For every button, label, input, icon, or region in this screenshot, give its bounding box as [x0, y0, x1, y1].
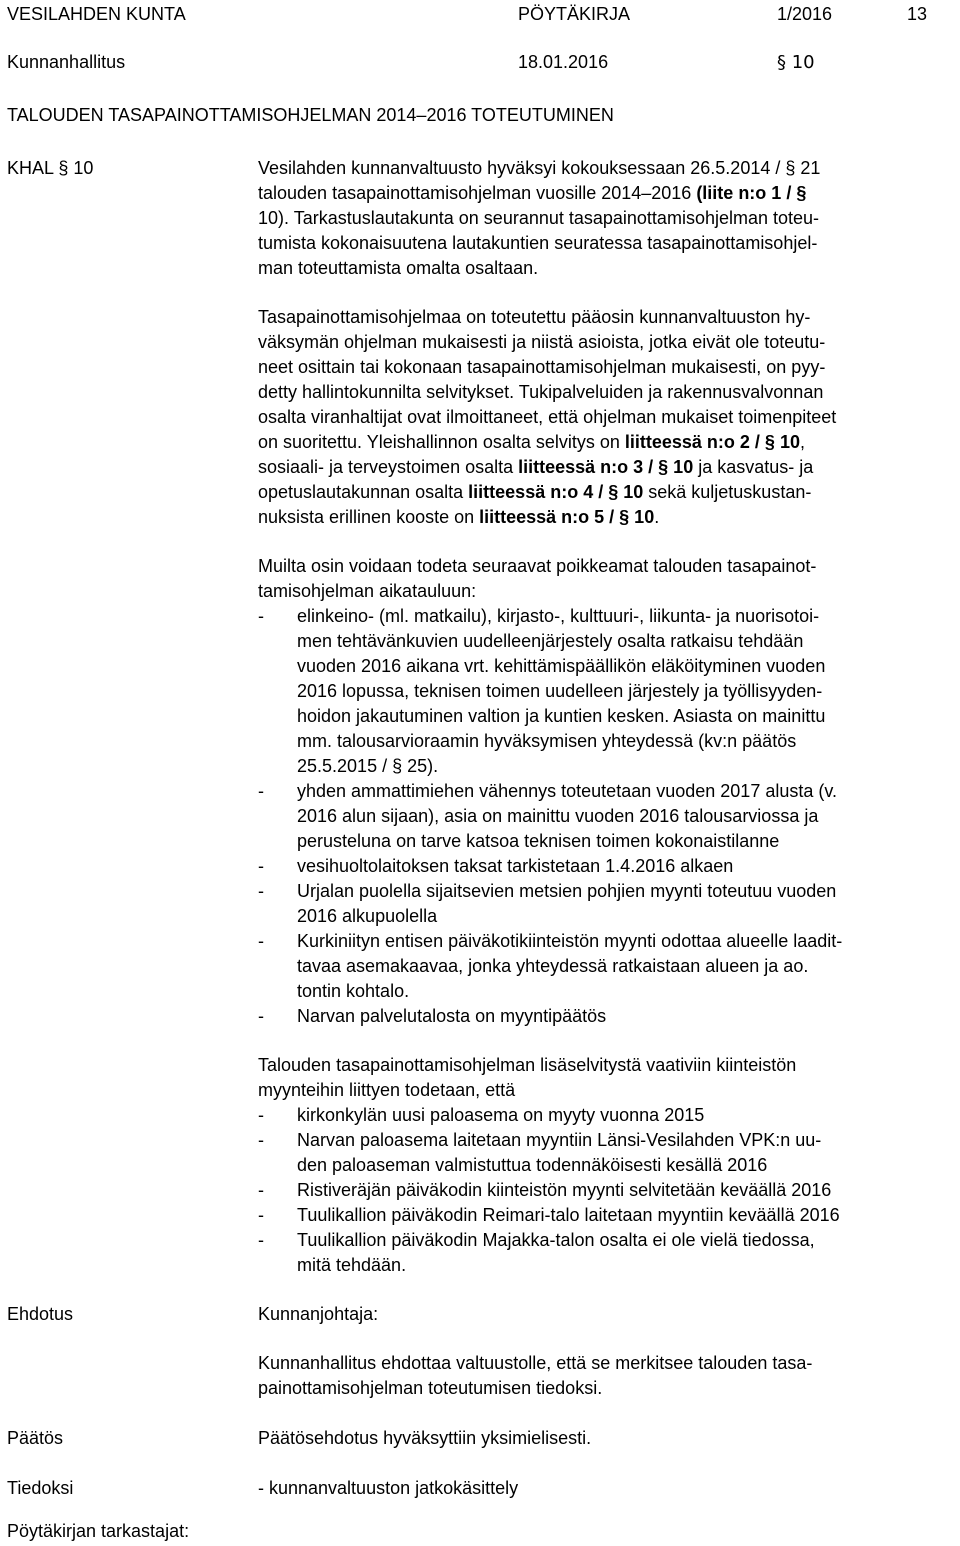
- bullet-dash: -: [258, 781, 264, 801]
- text-line: 25.5.2015 / § 25).: [297, 756, 439, 776]
- text-line: sosiaali- ja terveystoimen osalta liitteessä n:o 3 / § 10 ja kasvatus- ja: [258, 457, 814, 477]
- text-line: hoidon jakautuminen valtion ja kuntien kesken. Asiasta on mainittu: [297, 706, 826, 726]
- text-line: Kunnanhallitus ehdottaa valtuustolle, että se merkitsee talouden tasa-: [258, 1353, 813, 1373]
- text-line: vuoden 2016 aikana vrt. kehittämispäällikön eläköityminen vuoden: [297, 656, 826, 676]
- text-line: perusteluna on tarve katsoa teknisen toimen kokonaistilanne: [297, 831, 780, 851]
- text-line: yhden ammattimiehen vähennys toteutetaan vuoden 2017 alusta (v.: [297, 781, 838, 801]
- text-line: tavaa asemakaavaa, jonka yhteydessä ratkaistaan alueen ja ao.: [297, 956, 809, 976]
- text-line: Muilta osin voidaan todeta seuraavat poikkeamat talouden tasapainot-: [258, 556, 817, 576]
- distribution-label: Tiedoksi: [7, 1478, 74, 1498]
- text-line: mitä tehdään.: [297, 1255, 407, 1275]
- text-line: elinkeino- (ml. matkailu), kirjasto-, kulttuuri-, liikunta- ja nuorisotoi-: [297, 606, 820, 626]
- text-line: talouden tasapainottamisohjelman vuosille 2014–2016 (liite n:o 1 / §: [258, 183, 807, 203]
- text-line: Urjalan puolella sijaitsevien metsien pohjien myynti toteutuu vuoden: [297, 881, 837, 901]
- bullet-dash: -: [258, 1180, 264, 1200]
- text-line: man toteuttamista omalta osaltaan.: [258, 258, 539, 278]
- text-line: Tuulikallion päiväkodin Reimari-talo laitetaan myyntiin keväällä 2016: [297, 1205, 840, 1225]
- text-line: myynteihin liittyen todetaan, että: [258, 1080, 516, 1100]
- bullet-dash: -: [258, 881, 264, 901]
- org-name: VESILAHDEN KUNTA: [7, 4, 186, 24]
- text-line: neet osittain tai kokonaan tasapainottamisohjelman mukaisesti, on pyy-: [258, 357, 826, 377]
- text-line: 2016 alun sijaan), asia on mainittu vuoden 2016 talousarviossa ja: [297, 806, 819, 826]
- bullet-dash: -: [258, 606, 264, 626]
- text-line: kirkonkylän uusi paloasema on myyty vuonna 2015: [297, 1105, 705, 1125]
- text-line: Narvan paloasema laitetaan myyntiin Länsi-Vesilahden VPK:n uu-: [297, 1130, 822, 1150]
- text-line: 10). Tarkastuslautakunta on seurannut tasapainottamisohjelman toteu-: [258, 208, 820, 228]
- text-line: Narvan palvelutalosta on myyntipäätös: [297, 1006, 607, 1026]
- text-line: väksymän ohjelman mukaisesti ja niistä asioista, jotka eivät ole toteutu-: [258, 332, 826, 352]
- text-line: 2016 lopussa, teknisen toimen uudelleen järjestely ja työllisyyden-: [297, 681, 823, 701]
- decision-text: Päätösehdotus hyväksyttiin yksimielisesti.: [258, 1428, 592, 1448]
- doc-number: 1/2016: [777, 4, 833, 24]
- bullet-dash: -: [258, 856, 264, 876]
- text-line: tontin kohtalo.: [297, 981, 410, 1001]
- text-line: Talouden tasapainottamisohjelman lisäselvitystä vaativiin kiinteistön: [258, 1055, 797, 1075]
- text-line: on suoritettu. Yleishallinnon osalta selvitys on liitteessä n:o 2 / § 10,: [258, 432, 805, 452]
- text-line: Tuulikallion päiväkodin Majakka-talon osalta ei ole vielä tiedossa,: [297, 1230, 815, 1250]
- text-line: mm. talousarvioraamin hyväksymisen yhteydessä (kv:n päätös: [297, 731, 797, 751]
- page-title: TALOUDEN TASAPAINOTTAMISOHJELMAN 2014–2016 TOTEUTUMINEN: [7, 105, 614, 125]
- khal-label: KHAL § 10: [7, 158, 94, 178]
- text-line: tamisohjelman aikatauluun:: [258, 581, 477, 601]
- text-line: Vesilahden kunnanvaltuusto hyväksyi kokouksessaan 26.5.2014 / § 21: [258, 158, 821, 178]
- text-line: opetuslautakunnan osalta liitteessä n:o 4 / § 10 sekä kuljetuskustan-: [258, 482, 812, 502]
- text-line: tumista kokonaisuutena lautakuntien seuratessa tasapainottamisohjel-: [258, 233, 818, 253]
- section-number: § 10: [777, 52, 815, 73]
- text-line: osalta viranhaltijat ovat ilmoittaneet, että ohjelman mukaiset toimenpiteet: [258, 407, 837, 427]
- bullet-dash: -: [258, 1130, 264, 1150]
- text-line: men tehtävänkuvien uudelleenjärjestely osalta ratkaisu tehdään: [297, 631, 804, 651]
- text-line: 2016 alkupuolella: [297, 906, 438, 926]
- decision-label: Päätös: [7, 1428, 64, 1448]
- text-line: Tasapainottamisohjelmaa on toteutettu pääosin kunnanvaltuuston hy-: [258, 307, 811, 327]
- proposal-label: Ehdotus: [7, 1304, 74, 1324]
- text-line: vesihuoltolaitoksen taksat tarkistetaan 1.4.2016 alkaen: [297, 856, 734, 876]
- bullet-dash: -: [258, 1006, 264, 1026]
- text-line: nuksista erillinen kooste on liitteessä n:o 5 / § 10.: [258, 507, 660, 527]
- doc-type: PÖYTÄKIRJA: [518, 4, 631, 24]
- bullet-dash: -: [258, 1105, 264, 1125]
- distribution-text: - kunnanvaltuuston jatkokäsittely: [258, 1478, 519, 1498]
- text-line: den paloaseman valmistuttua todennäköisesti kesällä 2016: [297, 1155, 768, 1175]
- text-line: Ristiveräjän päiväkodin kiinteistön myynti selvitetään keväällä 2016: [297, 1180, 832, 1200]
- text-line: detty hallintokunnilta selvitykset. Tukipalveluiden ja rakennusvalvonnan: [258, 382, 824, 402]
- body-name: Kunnanhallitus: [7, 52, 126, 72]
- meeting-date: 18.01.2016: [518, 52, 609, 72]
- bullet-dash: -: [258, 1205, 264, 1225]
- text-line: painottamisohjelman toteutumisen tiedoksi.: [258, 1378, 603, 1398]
- bullet-dash: -: [258, 1230, 264, 1250]
- minutes-checkers-label: Pöytäkirjan tarkastajat:: [7, 1521, 190, 1541]
- page-number: 13: [907, 4, 928, 24]
- bullet-dash: -: [258, 931, 264, 951]
- text-line: Kurkiniityn entisen päiväkotikiinteistön myynti odottaa alueelle laadit-: [297, 931, 843, 951]
- proposer: Kunnanjohtaja:: [258, 1304, 379, 1324]
